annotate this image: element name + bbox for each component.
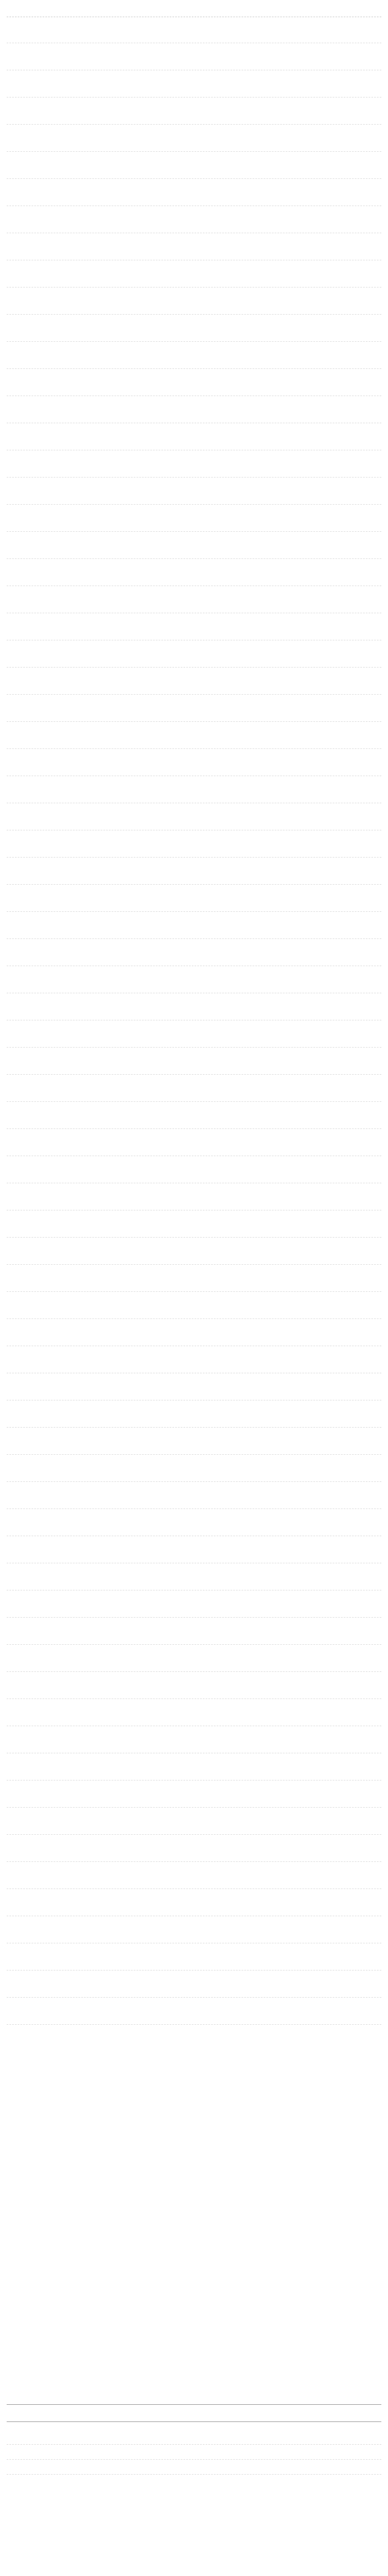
article-paragraph <box>7 2005 381 2025</box>
article-paragraph <box>7 241 381 260</box>
article-paragraph <box>7 512 381 532</box>
article-paragraph <box>7 1354 381 1373</box>
article-paragraph <box>7 757 381 776</box>
article-paragraph <box>7 1435 381 1455</box>
article-paragraph <box>7 648 381 668</box>
footer-copyright-2 <box>7 2529 381 2538</box>
article-paragraph <box>7 1734 381 1753</box>
article-paragraph <box>7 1924 381 1943</box>
article-paragraph <box>7 1272 381 1292</box>
article-paragraph <box>7 268 381 288</box>
article-paragraph <box>7 811 381 830</box>
article-paragraph <box>7 1055 381 1075</box>
article-paragraph <box>7 187 381 206</box>
article-paragraph <box>7 1218 381 1238</box>
article-paragraph <box>7 1598 381 1618</box>
article-paragraph <box>7 377 381 396</box>
article-paragraph <box>7 1191 381 1210</box>
footer <box>7 2404 381 2538</box>
footer-copyright-1 <box>7 2520 381 2529</box>
article-paragraph <box>7 1680 381 1699</box>
article-paragraph <box>7 1110 381 1129</box>
article-paragraph <box>7 1707 381 1726</box>
article-paragraph <box>7 132 381 152</box>
article-paragraph <box>7 1245 381 1265</box>
article-paragraph <box>7 485 381 505</box>
footer-site-line-1 <box>7 2480 381 2493</box>
article-paragraph <box>7 295 381 315</box>
article-paragraph <box>7 1978 381 1998</box>
article-paragraph <box>7 431 381 450</box>
next-page-bar <box>7 2404 381 2422</box>
article-paragraph <box>7 1788 381 1808</box>
article-paragraph <box>7 784 381 803</box>
article-paragraph <box>7 865 381 885</box>
article-paragraph <box>7 1164 381 1183</box>
article-body <box>7 24 381 2025</box>
article-paragraph <box>7 24 381 43</box>
article-paragraph <box>7 1571 381 1590</box>
footer-notice <box>7 2430 381 2445</box>
footer-site-line-2 <box>7 2493 381 2507</box>
article-paragraph <box>7 1544 381 1563</box>
article-paragraph <box>7 214 381 233</box>
article-paragraph <box>7 105 381 125</box>
article-paragraph <box>7 1951 381 1971</box>
article-paragraph <box>7 1381 381 1400</box>
article-paragraph <box>7 160 381 179</box>
article-paragraph <box>7 540 381 559</box>
article-paragraph <box>7 1463 381 1482</box>
footer-site-info <box>7 2480 381 2538</box>
article-paragraph <box>7 1815 381 1835</box>
article-paragraph <box>7 322 381 342</box>
footer-url <box>7 2460 381 2475</box>
article-paragraph <box>7 458 381 478</box>
article-paragraph <box>7 1327 381 1346</box>
article-paragraph <box>7 78 381 98</box>
footer-site-line-3 <box>7 2507 381 2520</box>
footer-share <box>7 2445 381 2460</box>
article-paragraph <box>7 1490 381 1509</box>
article-paragraph <box>7 675 381 695</box>
article-paragraph <box>7 594 381 613</box>
article-paragraph <box>7 621 381 640</box>
article-paragraph <box>7 51 381 70</box>
article-paragraph <box>7 1653 381 1672</box>
article-paragraph <box>7 1517 381 1536</box>
top-banner <box>7 3 381 17</box>
article-paragraph <box>7 567 381 586</box>
article-paragraph <box>7 1001 381 1020</box>
article-paragraph <box>7 702 381 722</box>
article-paragraph <box>7 1082 381 1102</box>
article-paragraph <box>7 1137 381 1156</box>
article-paragraph <box>7 1870 381 1889</box>
article-paragraph <box>7 920 381 939</box>
article-paragraph <box>7 1028 381 1048</box>
article-paragraph <box>7 1761 381 1780</box>
article-paragraph <box>7 838 381 858</box>
article-paragraph <box>7 1625 381 1645</box>
article-paragraph <box>7 1300 381 1319</box>
article-paragraph <box>7 1843 381 1862</box>
article-paragraph <box>7 350 381 369</box>
article-paragraph <box>7 730 381 749</box>
article-paragraph <box>7 1897 381 1916</box>
article-paragraph <box>7 947 381 966</box>
article-paragraph <box>7 404 381 423</box>
article-paragraph <box>7 892 381 912</box>
article-paragraph <box>7 974 381 993</box>
article-paragraph <box>7 1408 381 1428</box>
